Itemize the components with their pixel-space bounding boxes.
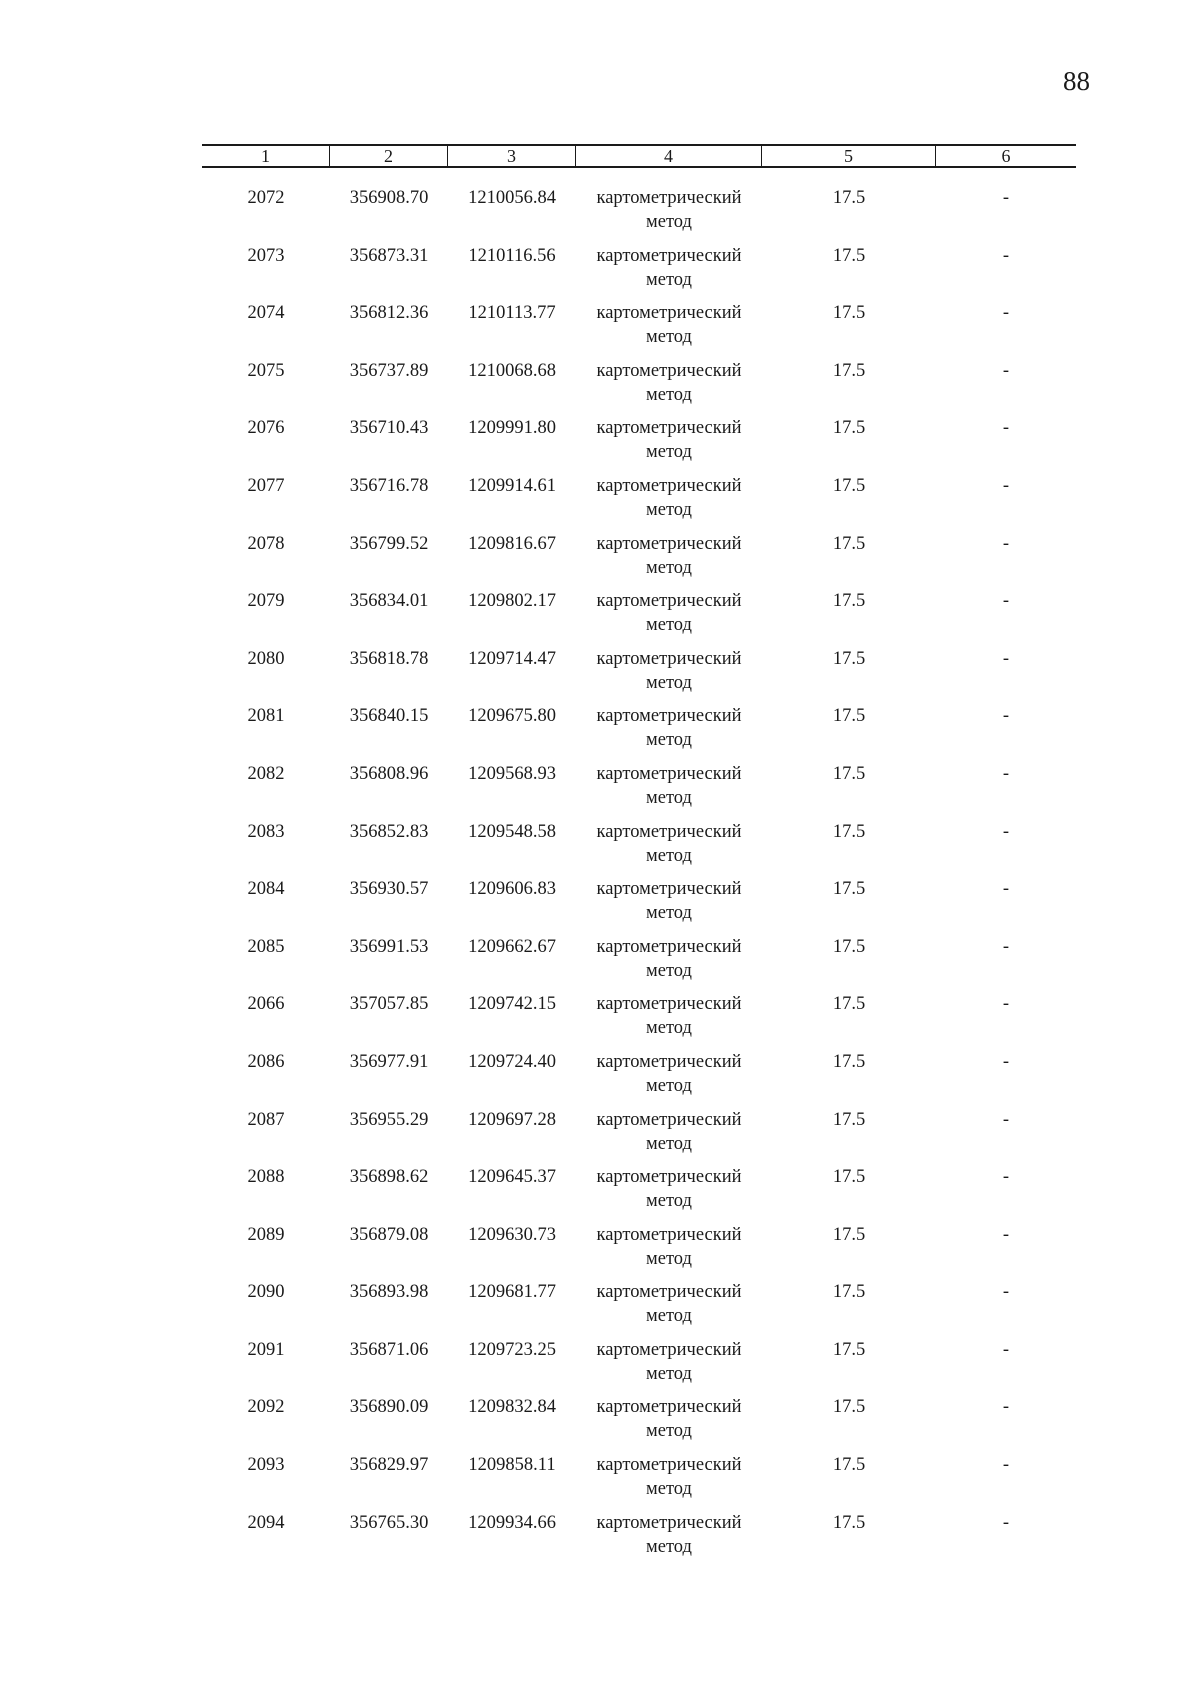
method-cell	[576, 1511, 762, 1569]
coordinate-y: 1209568.93	[468, 763, 556, 784]
method-line1: картометрический	[596, 936, 742, 957]
method-cell	[576, 1395, 762, 1453]
accuracy: 17.5	[832, 821, 866, 842]
point-number: 2074	[247, 303, 285, 324]
accuracy: 17.5	[832, 1109, 866, 1130]
accuracy: 17.5	[832, 994, 866, 1015]
method-line1: картометрический	[596, 1224, 742, 1245]
coordinate-x: 356812.36	[349, 303, 429, 324]
point-number: 2091	[247, 1339, 285, 1360]
method-line1: картометрический	[596, 360, 742, 381]
coordinate-x: 356873.31	[349, 245, 429, 266]
accuracy: 17.5	[832, 475, 866, 496]
point-number: 2079	[247, 591, 285, 612]
table-row	[202, 589, 1076, 647]
note: -	[1002, 303, 1010, 324]
note: -	[1002, 245, 1010, 266]
accuracy: 17.5	[832, 533, 866, 554]
note: -	[1002, 706, 1010, 727]
coordinate-y: 1209816.67	[468, 533, 556, 554]
method-line2: метод	[646, 212, 692, 232]
method-line1: картометрический	[596, 1109, 742, 1130]
note: -	[1002, 1051, 1010, 1072]
method-cell	[576, 820, 762, 878]
method-cell	[576, 416, 762, 474]
column-header: 6	[1001, 146, 1011, 166]
note: -	[1002, 1455, 1010, 1476]
method-line1: картометрический	[596, 1167, 742, 1188]
accuracy: 17.5	[832, 763, 866, 784]
accuracy: 17.5	[832, 303, 866, 324]
page-number: 88	[1063, 66, 1090, 96]
accuracy: 17.5	[832, 1397, 866, 1418]
table-row	[202, 762, 1076, 820]
accuracy: 17.5	[832, 706, 866, 727]
method-cell	[576, 589, 762, 647]
table-row	[202, 1223, 1076, 1281]
coordinate-x: 356893.98	[349, 1282, 429, 1303]
method-cell	[576, 1280, 762, 1338]
method-line1: картометрический	[596, 1397, 742, 1418]
method-line2: метод	[646, 1306, 692, 1327]
note: -	[1002, 936, 1010, 957]
point-number: 2084	[247, 879, 285, 900]
note: -	[1002, 648, 1010, 669]
method-cell	[576, 877, 762, 935]
table-row	[202, 992, 1076, 1050]
point-number: 2088	[247, 1167, 285, 1188]
method-line1: картометрический	[596, 1512, 742, 1533]
accuracy: 17.5	[832, 1512, 866, 1533]
point-number: 2078	[247, 533, 285, 554]
coordinate-y: 1209630.73	[468, 1224, 556, 1245]
accuracy: 17.5	[832, 188, 866, 208]
table-row	[202, 935, 1076, 993]
method-cell	[576, 704, 762, 762]
note: -	[1002, 188, 1010, 208]
coordinate-y: 1209832.84	[468, 1397, 556, 1418]
note: -	[1002, 1512, 1010, 1533]
table-row	[202, 877, 1076, 935]
coordinate-y: 1209934.66	[468, 1512, 556, 1533]
coordinate-y: 1210068.68	[468, 360, 556, 381]
accuracy: 17.5	[832, 936, 866, 957]
method-cell	[576, 1223, 762, 1281]
column-header: 4	[576, 146, 762, 166]
method-line1: картометрический	[596, 1282, 742, 1303]
table-row	[202, 1453, 1076, 1511]
method-line2: метод	[646, 384, 692, 405]
table-header	[202, 144, 1076, 168]
method-line2: метод	[646, 730, 692, 751]
point-number: 2085	[247, 936, 285, 957]
coordinate-x: 356977.91	[349, 1051, 429, 1072]
table-row	[202, 474, 1076, 532]
method-line1: картометрический	[596, 591, 742, 612]
method-cell	[576, 1108, 762, 1166]
table-row	[202, 301, 1076, 359]
note: -	[1002, 1224, 1010, 1245]
method-line2: метод	[646, 442, 692, 463]
column-header: 1	[202, 146, 330, 166]
coordinate-x: 356818.78	[349, 648, 429, 669]
coordinate-x: 356871.06	[349, 1339, 429, 1360]
table-row	[202, 1338, 1076, 1396]
method-line1: картометрический	[596, 303, 742, 324]
coordinate-y: 1209858.11	[468, 1455, 556, 1476]
coordinate-x: 356879.08	[349, 1224, 429, 1245]
point-number: 2087	[247, 1109, 285, 1130]
method-cell	[576, 1338, 762, 1396]
method-line1: картометрический	[596, 1051, 742, 1072]
method-line1: картометрический	[596, 245, 742, 266]
accuracy: 17.5	[832, 879, 866, 900]
method-line2: метод	[646, 672, 692, 693]
coordinate-y: 1209742.15	[468, 994, 556, 1015]
method-line2: метод	[646, 903, 692, 924]
coordinate-y: 1209914.61	[468, 475, 556, 496]
point-number: 2075	[247, 360, 285, 381]
column-header: 3	[448, 146, 576, 166]
note: -	[1002, 763, 1010, 784]
method-cell	[576, 474, 762, 532]
point-number: 2081	[247, 706, 285, 727]
point-number: 2083	[247, 821, 285, 842]
coordinate-x: 356890.09	[349, 1397, 429, 1418]
coordinate-y: 1209991.80	[468, 418, 556, 439]
accuracy: 17.5	[832, 1339, 866, 1360]
method-line1: картометрический	[596, 1455, 742, 1476]
note: -	[1002, 1109, 1010, 1130]
accuracy: 17.5	[832, 1455, 866, 1476]
method-line2: метод	[646, 615, 692, 636]
method-line2: метод	[646, 1018, 692, 1039]
note: -	[1002, 1282, 1010, 1303]
method-line2: метод	[646, 960, 692, 981]
table-row	[202, 1108, 1076, 1166]
coordinate-x: 356930.57	[349, 879, 429, 900]
method-line2: метод	[646, 1536, 692, 1557]
note: -	[1002, 360, 1010, 381]
column-header: 5	[762, 146, 936, 166]
table-row	[202, 704, 1076, 762]
point-number: 2093	[247, 1455, 285, 1476]
point-number: 2072	[247, 188, 285, 208]
note: -	[1002, 879, 1010, 900]
point-number: 2082	[247, 763, 285, 784]
method-cell	[576, 647, 762, 705]
point-number: 2089	[247, 1224, 285, 1245]
method-line2: метод	[646, 1191, 692, 1212]
table-row	[202, 532, 1076, 590]
coordinate-y: 1209645.37	[468, 1167, 556, 1188]
coordinate-y: 1209606.83	[468, 879, 556, 900]
accuracy: 17.5	[832, 648, 866, 669]
note: -	[1002, 533, 1010, 554]
coordinate-y: 1209724.40	[468, 1051, 556, 1072]
accuracy: 17.5	[832, 591, 866, 612]
table-row	[202, 186, 1076, 244]
note: -	[1002, 1167, 1010, 1188]
method-cell	[576, 762, 762, 820]
table-body	[202, 186, 1076, 1568]
method-cell	[576, 1453, 762, 1511]
method-cell	[576, 935, 762, 993]
note: -	[1002, 821, 1010, 842]
table-row	[202, 647, 1076, 705]
coordinate-x: 357057.85	[349, 994, 429, 1015]
method-line2: метод	[646, 1075, 692, 1096]
coordinate-y: 1209548.58	[468, 821, 556, 842]
coordinate-x: 356840.15	[349, 706, 429, 727]
method-line1: картометрический	[596, 879, 742, 900]
method-line1: картометрический	[596, 418, 742, 439]
accuracy: 17.5	[832, 1167, 866, 1188]
coordinate-y: 1209723.25	[468, 1339, 556, 1360]
method-cell	[576, 244, 762, 302]
coordinate-y: 1209697.28	[468, 1109, 556, 1130]
point-number: 2066	[247, 994, 285, 1015]
coordinate-x: 356799.52	[349, 533, 429, 554]
method-cell	[576, 1165, 762, 1223]
coordinate-y: 1209675.80	[468, 706, 556, 727]
coordinate-y: 1209681.77	[468, 1282, 556, 1303]
table-row	[202, 1050, 1076, 1108]
note: -	[1002, 1397, 1010, 1418]
coordinate-x: 356808.96	[349, 763, 429, 784]
coordinate-y: 1209662.67	[468, 936, 556, 957]
method-cell	[576, 359, 762, 417]
point-number: 2094	[247, 1512, 285, 1533]
table-row	[202, 1280, 1076, 1338]
accuracy: 17.5	[832, 1224, 866, 1245]
point-number: 2077	[247, 475, 285, 496]
note: -	[1002, 418, 1010, 439]
point-number: 2092	[247, 1397, 285, 1418]
note: -	[1002, 994, 1010, 1015]
point-number: 2090	[247, 1282, 285, 1303]
method-line2: метод	[646, 787, 692, 808]
accuracy: 17.5	[832, 360, 866, 381]
note: -	[1002, 475, 1010, 496]
method-line2: метод	[646, 1421, 692, 1442]
point-number: 2080	[247, 648, 285, 669]
point-number: 2086	[247, 1051, 285, 1072]
method-cell	[576, 532, 762, 590]
method-line2: метод	[646, 327, 692, 348]
method-line2: метод	[646, 1363, 692, 1384]
coordinate-y: 1209802.17	[468, 591, 556, 612]
coordinate-x: 356898.62	[349, 1167, 429, 1188]
coordinate-y: 1210116.56	[468, 245, 556, 266]
coordinate-x: 356955.29	[349, 1109, 429, 1130]
coordinate-y: 1210113.77	[468, 303, 556, 324]
method-line2: метод	[646, 845, 692, 866]
method-line2: метод	[646, 1479, 692, 1500]
coordinate-x: 356991.53	[349, 936, 429, 957]
method-cell	[576, 992, 762, 1050]
coordinate-x: 356834.01	[349, 591, 429, 612]
coordinate-x: 356908.70	[349, 188, 429, 208]
table-row	[202, 416, 1076, 474]
note: -	[1002, 591, 1010, 612]
coordinate-y: 1210056.84	[468, 188, 556, 208]
method-line1: картометрический	[596, 763, 742, 784]
table-row	[202, 1511, 1076, 1569]
coordinate-y: 1209714.47	[468, 648, 556, 669]
method-line1: картометрический	[596, 648, 742, 669]
method-line1: картометрический	[596, 994, 742, 1015]
coordinate-x: 356765.30	[349, 1512, 429, 1533]
method-line2: метод	[646, 557, 692, 578]
table-row	[202, 359, 1076, 417]
coordinates-table	[202, 144, 1076, 1568]
coordinate-x: 356710.43	[349, 418, 429, 439]
method-line1: картометрический	[596, 188, 742, 208]
accuracy: 17.5	[832, 1051, 866, 1072]
point-number: 2076	[247, 418, 285, 439]
method-line2: метод	[646, 1133, 692, 1154]
method-cell	[576, 1050, 762, 1108]
accuracy: 17.5	[832, 1282, 866, 1303]
table-row	[202, 1165, 1076, 1223]
method-line2: метод	[646, 499, 692, 520]
coordinate-x: 356852.83	[349, 821, 429, 842]
method-line1: картометрический	[596, 533, 742, 554]
table-row	[202, 820, 1076, 878]
method-line2: метод	[646, 269, 692, 290]
method-line1: картометрический	[596, 1339, 742, 1360]
note: -	[1002, 1339, 1010, 1360]
point-number: 2073	[247, 245, 285, 266]
method-line1: картометрический	[596, 475, 742, 496]
accuracy: 17.5	[832, 245, 866, 266]
method-cell	[576, 186, 762, 244]
coordinate-x: 356737.89	[349, 360, 429, 381]
method-line1: картометрический	[596, 821, 742, 842]
table-row	[202, 1395, 1076, 1453]
column-header: 2	[330, 146, 448, 166]
coordinate-x: 356716.78	[349, 475, 429, 496]
method-line2: метод	[646, 1248, 692, 1269]
accuracy: 17.5	[832, 418, 866, 439]
coordinate-x: 356829.97	[349, 1455, 429, 1476]
method-line1: картометрический	[596, 706, 742, 727]
table-row	[202, 244, 1076, 302]
method-cell	[576, 301, 762, 359]
